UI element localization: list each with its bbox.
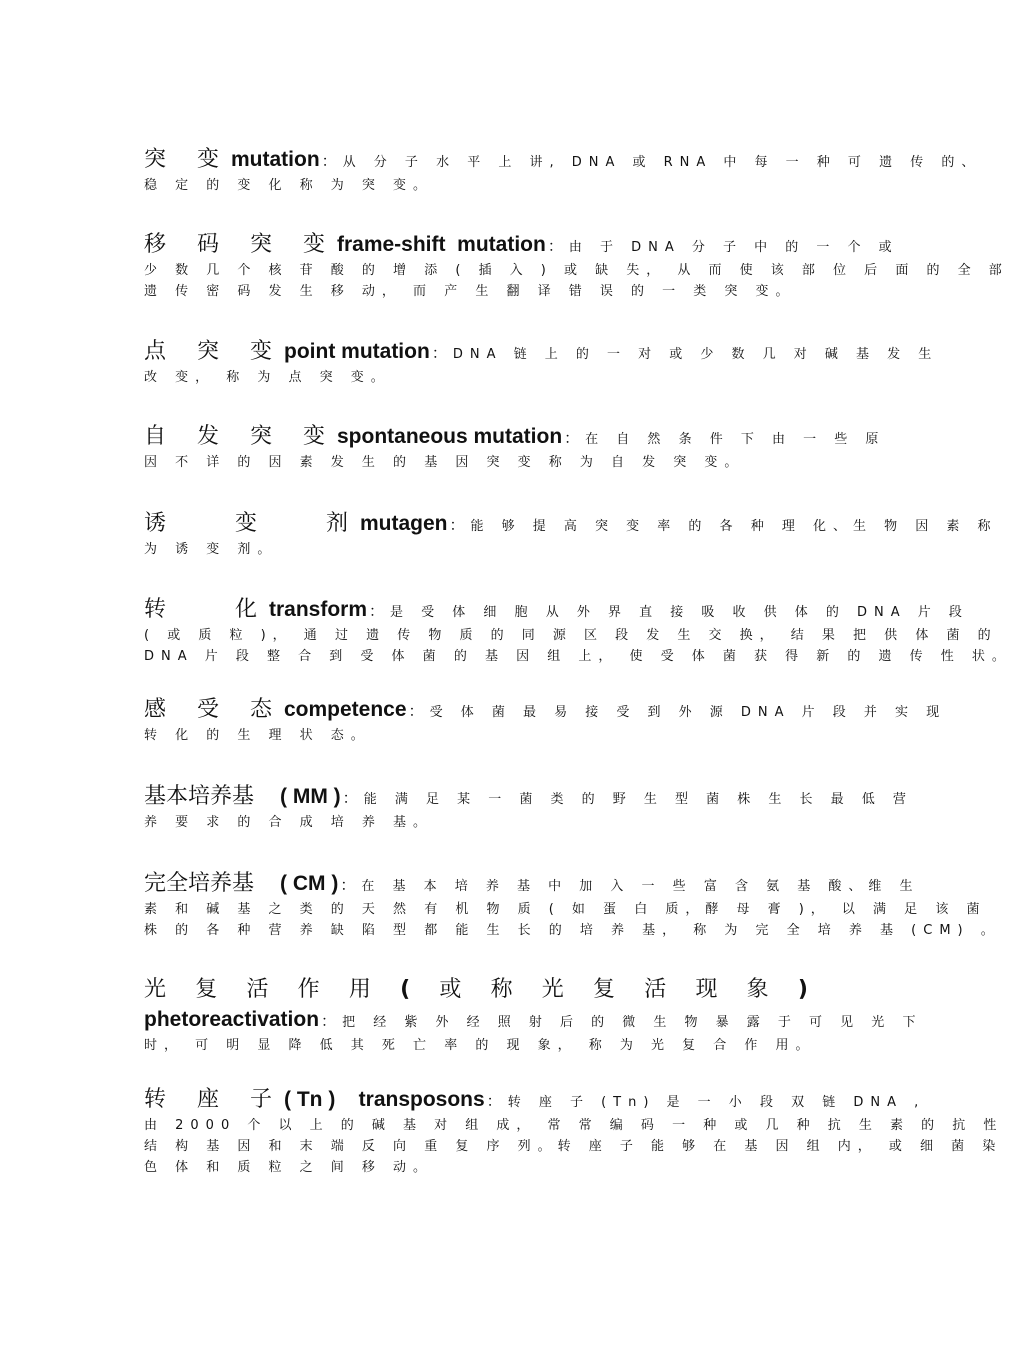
definition-line: 少 数 几 个 核 苷 酸 的 增 添 ( 插 入 ) 或 缺 失， 从 而 使 该 部 位 后 面 的 全 部 [144,263,1009,278]
definition-line: 转 化 的 生 理 状 态。 [144,728,371,743]
term-english: phetoreactivation [144,1008,320,1031]
term-chinese: 自 发 突 变 [144,424,337,449]
entry-transposons [144,1087,1004,1178]
definition-line: 改 变， 称 为 点 突 变。 [144,370,391,385]
term-colon: ： [547,237,569,255]
definition-start: 由 于 DNA 分 子 中 的 一 个 或 [568,240,899,255]
term-chinese: 突 变 [144,147,231,172]
term-chinese: 移 码 突 变 [144,232,337,257]
definition-line: DNA 片 段 整 合 到 受 体 菌 的 基 因 组 上， 使 受 体 菌 获 得 新 的 遗 传 性 状。 [144,649,1012,664]
definition-line: 养 要 求 的 合 成 培 养 基。 [144,815,434,830]
definition-line: 遗 传 密 码 发 生 移 动， 而 产 生 翻 译 错 误 的 一 类 突 变。 [144,284,796,299]
term-chinese: 转 座 子 [144,1087,284,1112]
definition-start: 受 体 菌 最 易 接 受 到 外 源 DNA 片 段 并 实 现 [429,705,947,720]
term-chinese: 完全培养基 [144,871,255,896]
entry-competence [144,697,947,746]
term-english: ( MM ) [280,785,341,808]
definition-start: 从 分 子 水 平 上 讲, DNA 或 RNA 中 每 一 种 可 遗 传 的、 [342,155,982,170]
definition-start: 在 自 然 条 件 下 由 一 些 原 [585,432,886,447]
definition-line: 稳 定 的 变 化 称 为 突 变。 [144,178,434,193]
term-english: mutagen [359,512,448,535]
term-colon: ： [369,602,391,620]
definition-start: 转 座 子 (Tn) 是 一 小 段 双 链 DNA , [507,1095,926,1110]
term-colon: ： [408,702,430,720]
term-english: transform [268,598,368,621]
document-page [144,147,1012,1178]
term-chinese: 感 受 态 [144,697,284,722]
definition-line: 为 诱 变 剂。 [144,542,278,557]
entry-minimal-medium [144,784,913,833]
entry-spontaneous-mutation [144,424,886,473]
entry-point-mutation [144,339,939,388]
term-chinese: 诱 变 剂 [144,511,360,536]
definition-line: 时， 可 明 显 降 低 其 死 亡 率 的 现 象， 称 为 光 复 合 作 用。 [144,1038,816,1053]
term-english: ( Tn ) transposons [284,1088,485,1111]
definition-start: 能 满 足 某 一 菌 类 的 野 生 型 菌 株 生 长 最 低 营 [363,792,913,807]
definition-line: 结 构 基 因 和 末 端 反 向 重 复 序 列。转 座 子 能 够 在 基 因 组 内， 或 细 菌 染 [144,1139,1003,1154]
term-colon: ： [564,429,586,447]
entry-transform [144,597,1012,667]
term-english: frame-shift mutation [336,233,546,256]
definition-line: ( 或 质 粒 )， 通 过 遗 传 物 质 的 同 源 区 段 发 生 交 换， 结 果 把 供 体 菌 的 [144,628,998,643]
definition-start: 能 够 提 高 突 变 率 的 各 种 理 化、生 物 因 素 称 [470,519,998,534]
term-english: competence [284,698,407,721]
term-colon: ： [321,1012,343,1030]
definition-start: 在 基 本 培 养 基 中 加 入 一 些 富 含 氨 基 酸、维 生 [361,879,920,894]
term-english: ( CM ) [280,872,339,895]
term-chinese-spread: 光 复 活 作 用 ( 或 称 光 复 活 现 象 ) [144,977,808,1002]
term-english: point mutation [284,340,430,363]
term-english: mutation [231,148,320,171]
term-colon: ： [449,516,471,534]
term-colon: ： [340,876,362,894]
definition-line: 素 和 碱 基 之 类 的 天 然 有 机 物 质 ( 如 蛋 白 质，酵 母 膏 )， 以 满 足 该 菌 [144,902,987,917]
definition-start: 是 受 体 细 胞 从 外 界 直 接 吸 收 供 体 的 DNA 片 段 [390,605,969,620]
term-colon: ： [486,1092,508,1110]
definition-line: 色 体 和 质 粒 之 间 移 动。 [144,1160,434,1175]
term-english: spontaneous mutation [336,425,563,448]
definition-line: 因 不 详 的 因 素 发 生 的 基 因 突 变 称 为 自 发 突 变。 [144,455,745,470]
entry-mutagen [144,511,998,560]
entry-frame-shift-mutation [144,232,1009,302]
term-colon: ： [321,152,343,170]
term-colon: ： [431,344,453,362]
term-chinese: 基本培养基 [144,784,255,809]
entry-photoreactivation [144,974,923,1056]
definition-start: 把 经 紫 外 经 照 射 后 的 微 生 物 暴 露 于 可 见 光 下 [342,1015,923,1030]
term-chinese: 点 突 变 [144,339,284,364]
definition-line: 由 2000 个 以 上 的 碱 基 对 组 成， 常 常 编 码 一 种 或 几 种 抗 生 素 的 抗 性 [144,1118,1004,1133]
definition-start: DNA 链 上 的 一 对 或 少 数 几 对 碱 基 发 生 [452,347,939,362]
term-chinese: 转 化 [144,597,269,622]
entry-complete-medium [144,871,1001,941]
term-colon: ： [342,789,364,807]
entry-mutation [144,147,982,196]
definition-line: 株 的 各 种 营 养 缺 陷 型 都 能 生 长 的 培 养 基， 称 为 完 全 培 养 基 (CM) 。 [144,923,1001,938]
